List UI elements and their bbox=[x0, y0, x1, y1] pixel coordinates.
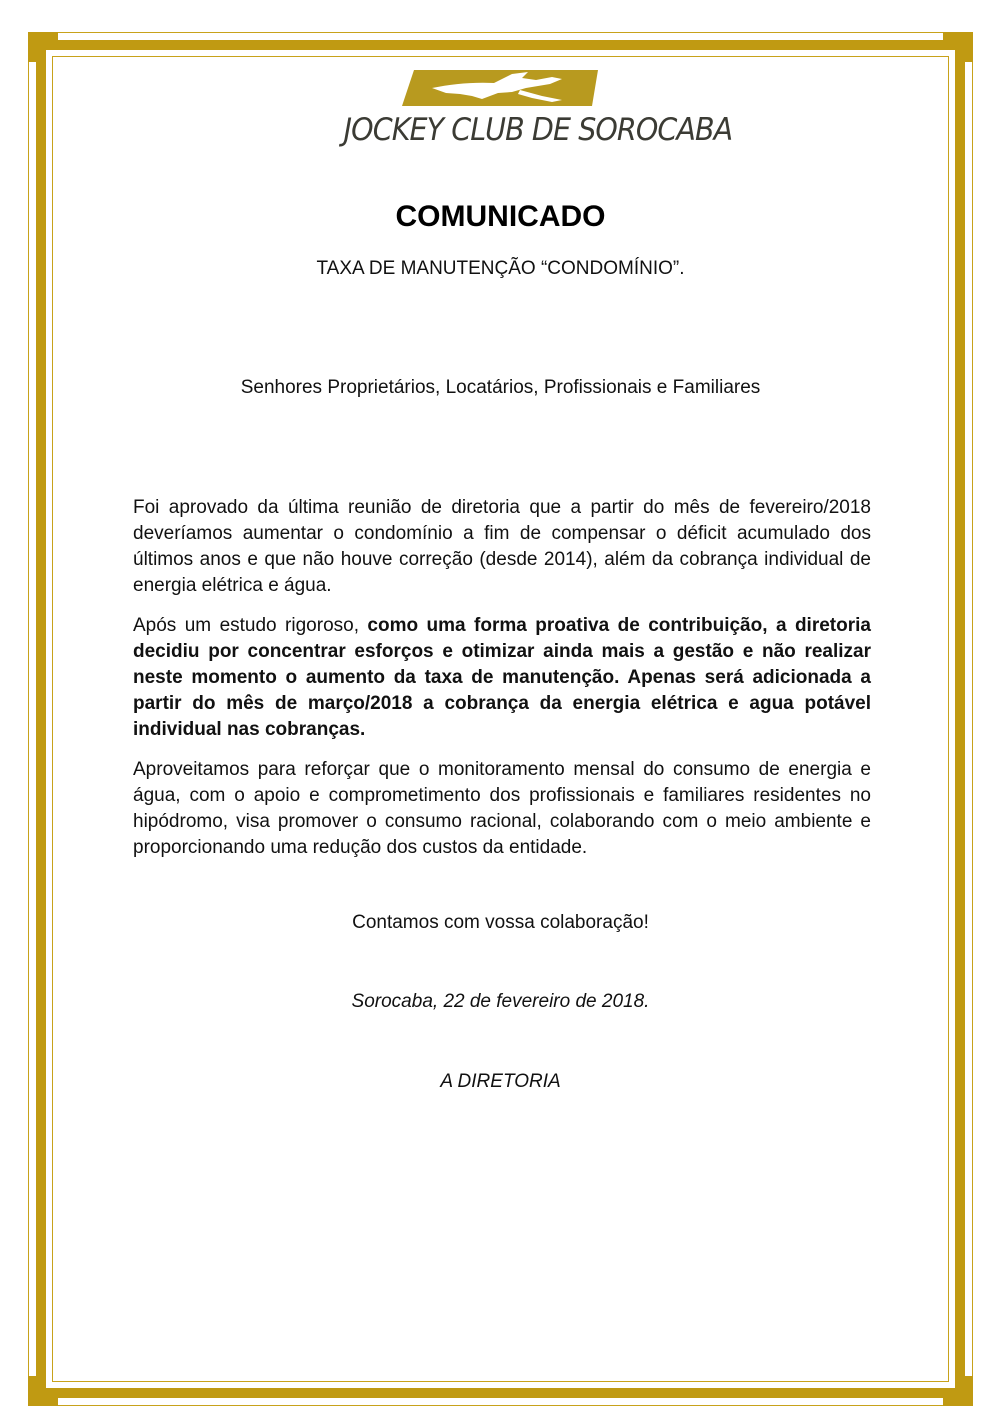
date-line: Sorocaba, 22 de fevereiro de 2018. bbox=[351, 991, 650, 1012]
paragraph-1: Foi aprovado da última reunião de diretoria que a partir do mês de fevereiro/2018 deveríamos aumentar o condomínio a fim de compensar o déficit acumulado dos últimos anos e que não houve correção (desde 2014), além da cobrança individual de energia elétrica e água. bbox=[133, 497, 871, 596]
letter-body bbox=[133, 495, 871, 875]
club-logo bbox=[330, 66, 733, 158]
logo-text: JOCKEY CLUB DE SOROCABA bbox=[343, 112, 733, 148]
page-subtitle: TAXA DE MANUTENÇÃO “CONDOMÍNIO”. bbox=[316, 258, 685, 279]
salutation: Senhores Proprietários, Locatários, Profissionais e Familiares bbox=[240, 377, 761, 398]
racehorse-logo-icon bbox=[402, 66, 602, 110]
page-title: COMUNICADO bbox=[395, 200, 606, 233]
paragraph-2-bold: como uma forma proativa de contribuição, a diretoria decidiu por concentrar esforços e otimizar ainda mais a gestão e não realizar neste momento o aumento da taxa de manutenção. Apenas será adicionada a partir do mês de março/2018 a cobrança da energia elétrica e agua potável individual nas cobranças. bbox=[133, 615, 871, 740]
paragraph-2 bbox=[133, 613, 871, 743]
closing-line: Contamos com vossa colaboração! bbox=[352, 912, 649, 933]
paragraph-3: Aproveitamos para reforçar que o monitoramento mensal do consumo de energia e água, com o apoio e comprometimento dos profissionais e familiares residentes no hipódromo, visa promover o consumo racional, colaborando com o meio ambiente e proporcionando uma redução dos custos da entidade. bbox=[133, 759, 871, 858]
paragraph-2-intro: Após um estudo rigoroso, bbox=[133, 615, 368, 636]
signature: A DIRETORIA bbox=[440, 1071, 561, 1092]
